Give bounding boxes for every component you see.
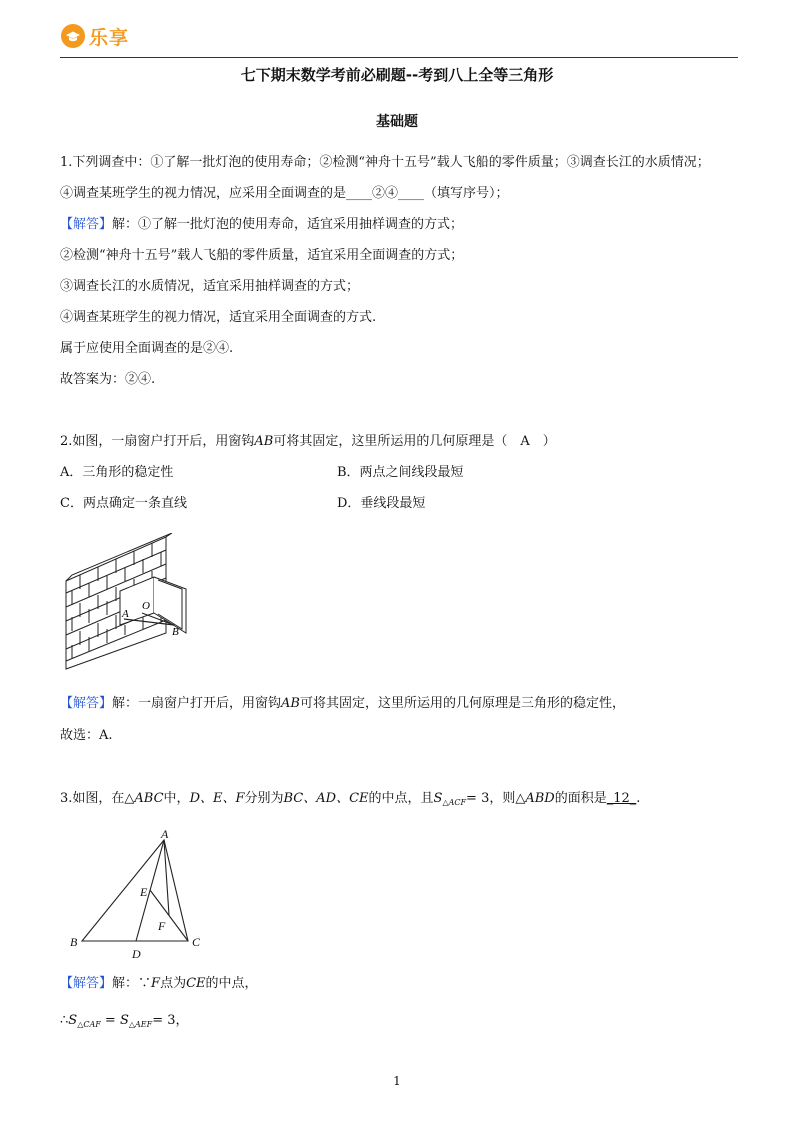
q3-ans2-pre: ∴ bbox=[60, 1013, 69, 1028]
q3-abc: ABC bbox=[134, 791, 164, 806]
q3-s-sub: △ACF bbox=[442, 798, 467, 807]
q3-ans-mid: 点为 bbox=[160, 976, 187, 991]
q3-ans2-sub1: △CAF bbox=[77, 1020, 101, 1029]
q2-option-b: B．两点之间线段最短 bbox=[337, 465, 464, 480]
answer-tag: 【解答】 bbox=[60, 976, 113, 991]
q3-ans2-s1: S bbox=[68, 1013, 78, 1028]
q1-line2-text: ④调查某班学生的视力情况，应采用全面调查的是 bbox=[60, 186, 347, 201]
fig-label-b: B bbox=[70, 935, 78, 949]
page-title: 七下期末数学考前必刷题--考到八上全等三角形 bbox=[240, 66, 554, 84]
q2-stem-end: 可将其固定，这里所运用的几何原理是（ A ） bbox=[273, 434, 556, 449]
q1-answer-line1 bbox=[60, 216, 463, 234]
header-rule bbox=[60, 57, 738, 58]
section-title: 基础题 bbox=[376, 114, 418, 130]
q2-answer-line2: 故选：A. bbox=[60, 728, 113, 743]
q2-answer-line1 bbox=[60, 695, 625, 713]
q3-text-a: 3.如图，在△ bbox=[60, 791, 135, 806]
q3-ans-text1: 解：∵ bbox=[112, 976, 152, 991]
q3-answer-line1 bbox=[60, 975, 258, 993]
q3-bc: BC、AD、CE bbox=[283, 791, 369, 806]
q2-stem-ab: AB bbox=[254, 434, 274, 449]
q2-option-a: A．三角形的稳定性 bbox=[60, 465, 174, 480]
fig-label-c: C bbox=[192, 935, 201, 949]
q3-text-eq: = 3，则△ bbox=[466, 791, 526, 806]
answer-tag: 【解答】 bbox=[60, 696, 113, 711]
q3-def: D、E、F bbox=[189, 791, 245, 806]
q2-option-d: D．垂线段最短 bbox=[337, 496, 426, 511]
window-figure bbox=[58, 533, 208, 673]
q3-stem bbox=[60, 790, 640, 812]
q1-line1: 1.下列调查中：①了解一批灯泡的使用寿命；②检测“神舟十五号”载人飞船的零件质量；③调查长江的水质情况； bbox=[60, 155, 710, 170]
q3-ans2-sub2: △AEF bbox=[128, 1020, 153, 1029]
q3-ans-f: F bbox=[151, 976, 161, 991]
q1-answer-line6: 故答案为：②④. bbox=[60, 372, 156, 387]
q2-answer-ab: AB bbox=[281, 696, 300, 711]
q3-answer-line2: $\therefore S_{\triangle CAF} = S_{\triangle AEF}= 3$， bbox=[60, 1013, 189, 1029]
q3-answer-blank: _12_ bbox=[606, 791, 637, 806]
logo bbox=[60, 22, 129, 50]
q3-text-end: . bbox=[636, 791, 641, 806]
triangle-figure bbox=[64, 826, 214, 962]
q3-text-e: 的面积是 bbox=[554, 791, 607, 806]
fig-label-o: O bbox=[142, 600, 150, 612]
q2-answer-end: 可将其固定，这里所运用的几何原理是三角形的稳定性， bbox=[299, 696, 625, 711]
q2-answer-text: 解：一扇窗户打开后，用窗钩 bbox=[112, 696, 282, 711]
q3-text-b: 中， bbox=[163, 791, 190, 806]
fig-label-e: E bbox=[140, 885, 148, 899]
q3-s: S bbox=[433, 791, 443, 806]
q3-text-c: 分别为 bbox=[244, 791, 284, 806]
q1-answer-blank: ____②④____ bbox=[346, 186, 425, 201]
q1-line2 bbox=[60, 185, 509, 203]
q3-text-d: 的中点，且 bbox=[368, 791, 434, 806]
q1-answer-text1: 解：①了解一批灯泡的使用寿命，适宜采用抽样调查的方式； bbox=[112, 217, 464, 232]
q2-stem bbox=[60, 433, 556, 451]
fig-label-b: B bbox=[172, 626, 179, 638]
logo-text: 乐享 bbox=[89, 26, 130, 49]
logo-graduation-icon bbox=[60, 23, 86, 49]
answer-tag: 【解答】 bbox=[60, 217, 113, 232]
q3-ans2-s2: S bbox=[119, 1013, 129, 1028]
q1-answer-line4: ④调查某班学生的视力情况，适宜采用全面调查的方式. bbox=[60, 310, 377, 325]
q3-ans-end: 的中点， bbox=[205, 976, 258, 991]
q1-line2-end: （填写序号）； bbox=[424, 186, 509, 201]
fig-label-a: A bbox=[161, 827, 169, 841]
q1-answer-line5: 属于应使用全面调查的是②④. bbox=[60, 341, 234, 356]
page-number: 1 bbox=[393, 1074, 401, 1088]
q3-ans2-end: = 3， bbox=[152, 1013, 189, 1028]
q1-answer-line3: ③调查长江的水质情况，适宜采用抽样调查的方式； bbox=[60, 279, 360, 294]
q3-abd: ABD bbox=[525, 791, 555, 806]
q2-stem-text: 2.如图，一扇窗户打开后，用窗钩 bbox=[60, 434, 255, 449]
fig-label-f: F bbox=[158, 919, 166, 933]
q2-option-c: C．两点确定一条直线 bbox=[60, 496, 187, 511]
fig-label-a: A bbox=[122, 608, 129, 620]
q1-answer-line2: ②检测“神舟十五号”载人飞船的零件质量，适宜采用全面调查的方式； bbox=[60, 248, 464, 263]
fig-label-d: D bbox=[132, 947, 141, 961]
q3-ans-ce: CE bbox=[186, 976, 206, 991]
